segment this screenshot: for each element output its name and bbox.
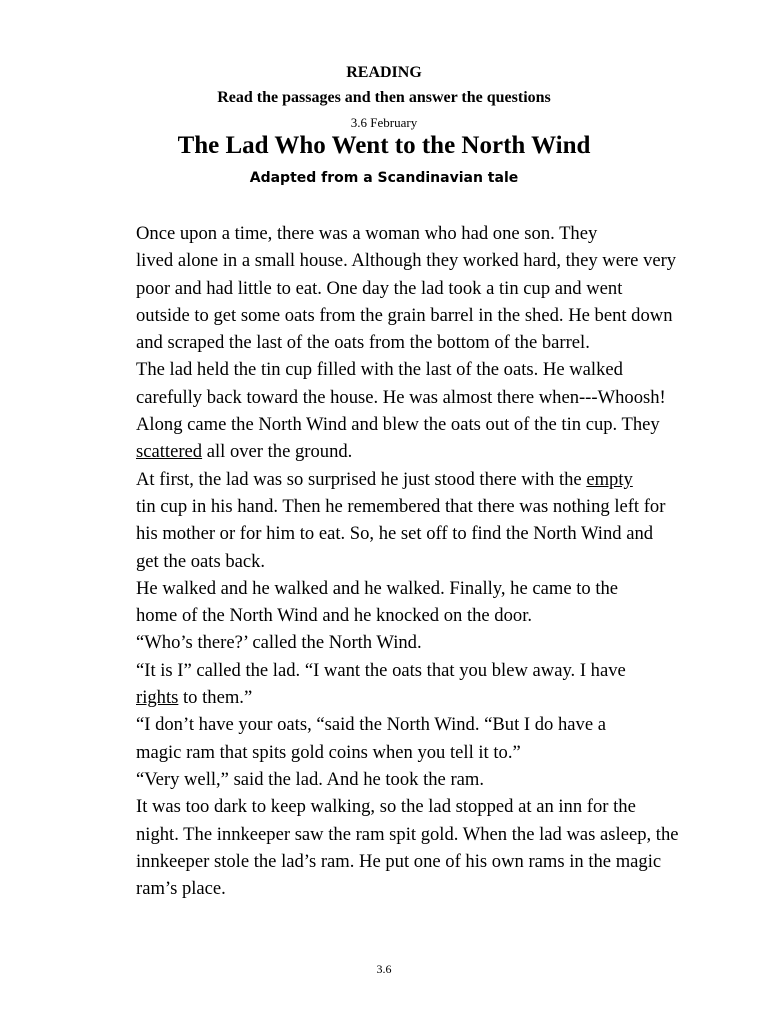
text-fragment: all over the ground. bbox=[202, 441, 353, 463]
text-line: poor and had little to eat. One day the lad took a tin cup and went bbox=[136, 277, 623, 299]
section-heading: READING bbox=[346, 64, 422, 81]
text-line: his mother or for him to eat. So, he set off to find the North Wind and bbox=[136, 523, 654, 545]
text-line: lived alone in a small house. Although they worked hard, they were very bbox=[136, 250, 677, 272]
text-line: “Who’s there?’ called the North Wind. bbox=[136, 632, 422, 654]
text-line: carefully back toward the house. He was almost there when---Whoosh! bbox=[136, 386, 666, 408]
paragraph-6 bbox=[90, 657, 680, 712]
text-line: ram’s place. bbox=[136, 878, 226, 900]
story-subtitle: Adapted from a Scandinavian tale bbox=[249, 170, 519, 186]
text-line bbox=[136, 469, 633, 490]
text-line bbox=[90, 438, 680, 465]
text-line: and scraped the last of the oats from the bottom of the barrel. bbox=[136, 332, 590, 354]
text-line: “Very well,” said the lad. And he took the ram. bbox=[136, 768, 485, 790]
text-line: He walked and he walked and he walked. Finally, he came to the bbox=[136, 577, 619, 599]
date: 3.6 February bbox=[350, 115, 418, 130]
text-line: “It is I” called the lad. “I want the oats that you blew away. I have bbox=[136, 659, 626, 681]
text-line: tin cup in his hand. Then he remembered that there was nothing left for bbox=[136, 495, 666, 517]
paragraph-5 bbox=[90, 629, 680, 656]
text-line: night. The innkeeper saw the ram spit gold. When the lad was asleep, the bbox=[136, 823, 679, 845]
underlined-word-empty: empty bbox=[586, 468, 633, 490]
underlined-word-rights: rights bbox=[136, 687, 179, 709]
text-fragment: At first, the lad was so surprised he just stood there with the bbox=[136, 468, 587, 490]
text-fragment: to them.” bbox=[178, 687, 253, 709]
paragraph-8 bbox=[90, 766, 680, 793]
paragraph-4 bbox=[90, 575, 680, 630]
text-line bbox=[90, 684, 680, 711]
text-line: magic ram that spits gold coins when you tell it to.” bbox=[136, 741, 521, 763]
text-line: “I don’t have your oats, “said the North Wind. “But I do have a bbox=[136, 714, 607, 736]
page-number: 3.6 bbox=[376, 962, 392, 976]
text-line: home of the North Wind and he knocked on the door. bbox=[136, 605, 533, 627]
story-body bbox=[90, 220, 680, 902]
underlined-word-scattered: scattered bbox=[136, 441, 203, 463]
text-line: The lad held the tin cup filled with the last of the oats. He walked bbox=[136, 359, 623, 381]
instructions: Read the passages and then answer the questions bbox=[217, 89, 551, 106]
text-line: innkeeper stole the lad’s ram. He put one of his own rams in the magic bbox=[136, 850, 662, 872]
paragraph-7 bbox=[90, 711, 680, 766]
paragraph-2 bbox=[90, 356, 680, 465]
text-line: outside to get some oats from the grain barrel in the shed. He bent down bbox=[136, 304, 673, 326]
text-line: It was too dark to keep walking, so the lad stopped at an inn for the bbox=[136, 796, 636, 818]
paragraph-1 bbox=[90, 220, 680, 356]
story-title: The Lad Who Went to the North Wind bbox=[177, 132, 591, 159]
text-line: get the oats back. bbox=[136, 550, 266, 572]
paragraph-9 bbox=[90, 793, 680, 902]
paragraph-3 bbox=[90, 466, 680, 575]
text-line: Along came the North Wind and blew the oats out of the tin cup. They bbox=[136, 414, 660, 436]
text-line: Once upon a time, there was a woman who had one son. They bbox=[136, 223, 598, 244]
